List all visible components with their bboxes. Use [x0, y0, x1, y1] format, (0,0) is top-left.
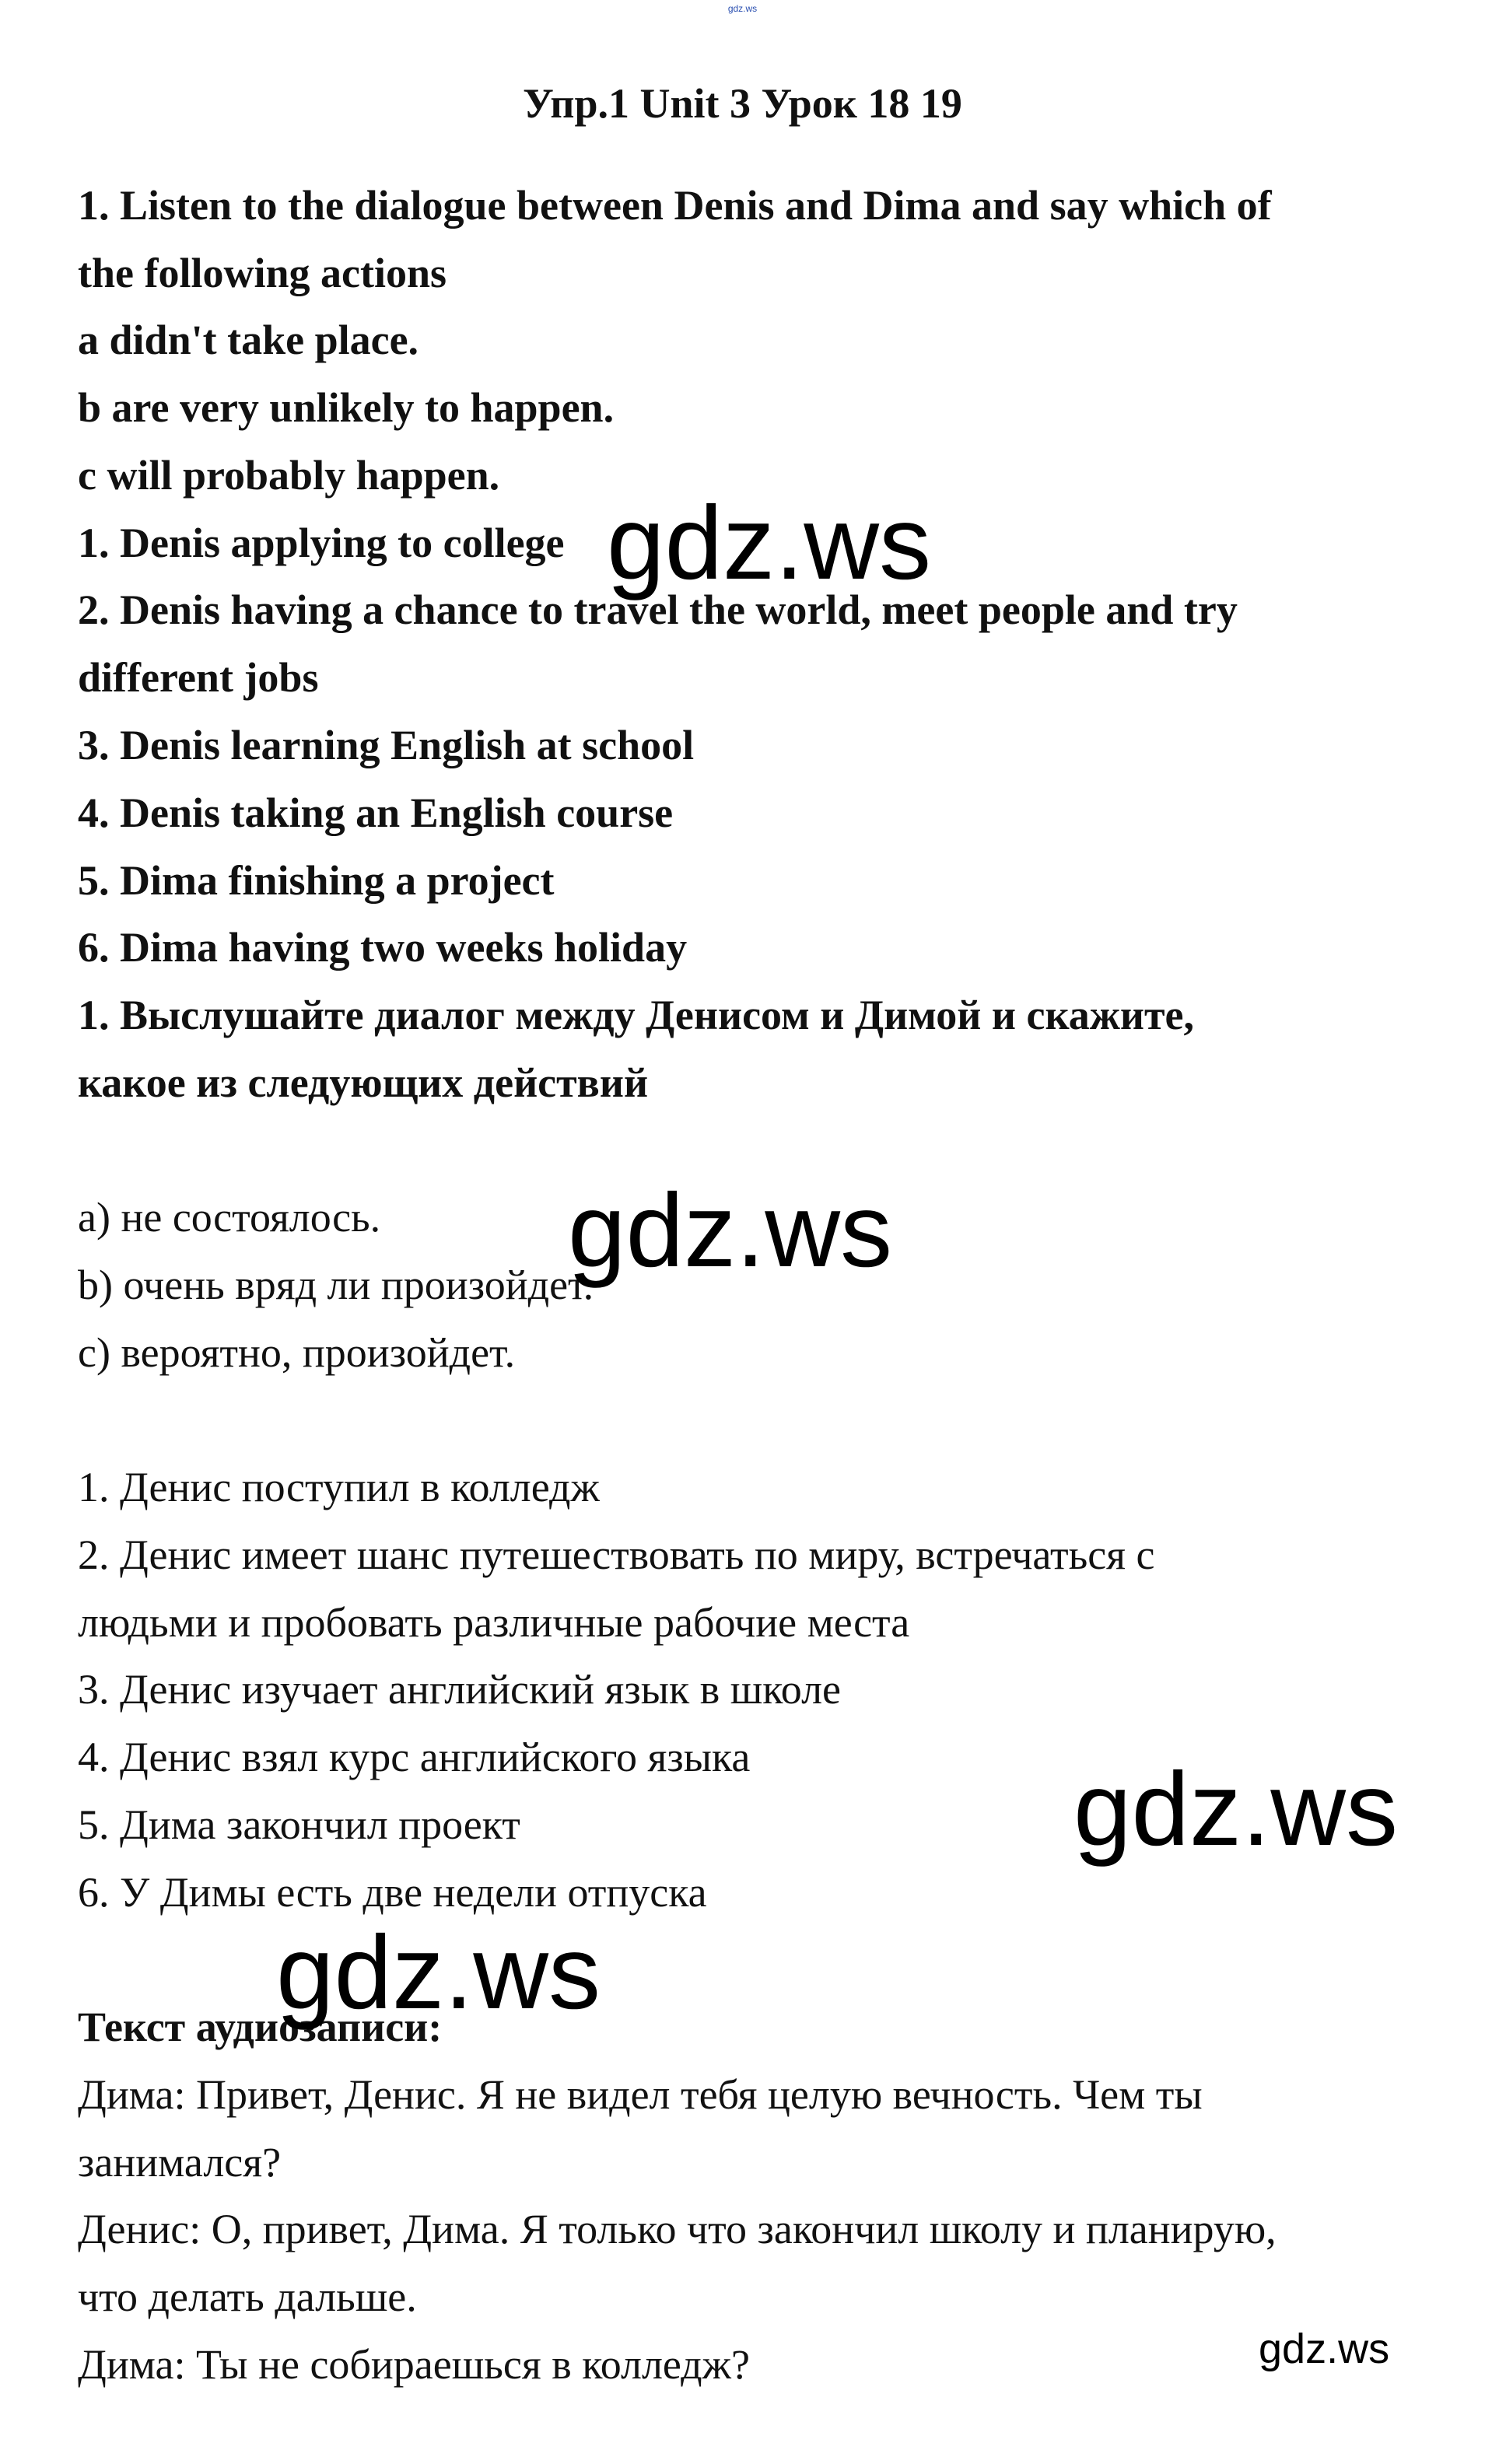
- header-watermark: gdz.ws: [727, 3, 758, 14]
- watermark: gdz.ws: [607, 485, 932, 601]
- task-en-line: b are very unlikely to happen.: [78, 384, 615, 431]
- task-en-line: 4. Denis taking an English course: [78, 789, 674, 836]
- task-en-line: 6. Dima having two weeks holiday: [78, 924, 688, 971]
- option-line: c) вероятно, произойдет.: [78, 1329, 516, 1376]
- task-ru-line: 1. Выслушайте диалог между Денисом и Димой и скажите,: [78, 992, 1195, 1038]
- task-en-line: 1. Denis applying to college: [78, 520, 565, 566]
- option-line: а) не состоялось.: [78, 1194, 381, 1241]
- transcript-line: Дима: Ты не собираешься в колледж?: [78, 2341, 750, 2388]
- item-ru-line: 5. Дима закончил проект: [78, 1801, 520, 1848]
- task-en-line: 3. Denis learning English at school: [78, 722, 695, 768]
- page-title: Упр.1 Unit 3 Урок 18 19: [523, 80, 962, 127]
- transcript-heading: Текст аудиозаписи:: [78, 2004, 443, 2050]
- task-en-line: different jobs: [78, 654, 319, 701]
- option-line: b) очень вряд ли произойдет.: [78, 1262, 594, 1308]
- transcript-line: Денис: О, привет, Дима. Я только что закончил школу и планирую,: [78, 2206, 1277, 2252]
- transcript-line: занимался?: [78, 2139, 282, 2186]
- item-ru-line: людьми и пробовать различные рабочие места: [78, 1599, 910, 1646]
- task-en-line: 2. Denis having a chance to travel the world, meet people and try: [78, 586, 1238, 633]
- footer-watermark: gdz.ws: [1259, 2326, 1390, 2372]
- task-ru-line: какое из следующих действий: [78, 1059, 649, 1106]
- transcript-line: Дима: Привет, Денис. Я не видел тебя целую вечность. Чем ты: [78, 2071, 1203, 2118]
- watermark: gdz.ws: [276, 1915, 601, 2031]
- task-en-line: 5. Dima finishing a project: [78, 857, 555, 904]
- item-ru-line: 1. Денис поступил в колледж: [78, 1464, 600, 1510]
- task-en-line: 1. Listen to the dialogue between Denis and Dima and say which of: [78, 182, 1272, 229]
- transcript-line: что делать дальше.: [78, 2273, 417, 2320]
- task-en-line: a didn't take place.: [78, 317, 419, 363]
- task-en-line: the following actions: [78, 250, 447, 296]
- item-ru-line: 2. Денис имеет шанс путешествовать по миру, встречаться с: [78, 1531, 1155, 1578]
- item-ru-line: 4. Денис взял курс английского языка: [78, 1734, 751, 1780]
- item-ru-line: 3. Денис изучает английский язык в школе: [78, 1666, 841, 1713]
- item-ru-line: 6. У Димы есть две недели отпуска: [78, 1869, 707, 1916]
- watermark: gdz.ws: [1073, 1752, 1399, 1867]
- watermark: gdz.ws: [568, 1173, 893, 1289]
- task-en-line: c will probably happen.: [78, 452, 500, 499]
